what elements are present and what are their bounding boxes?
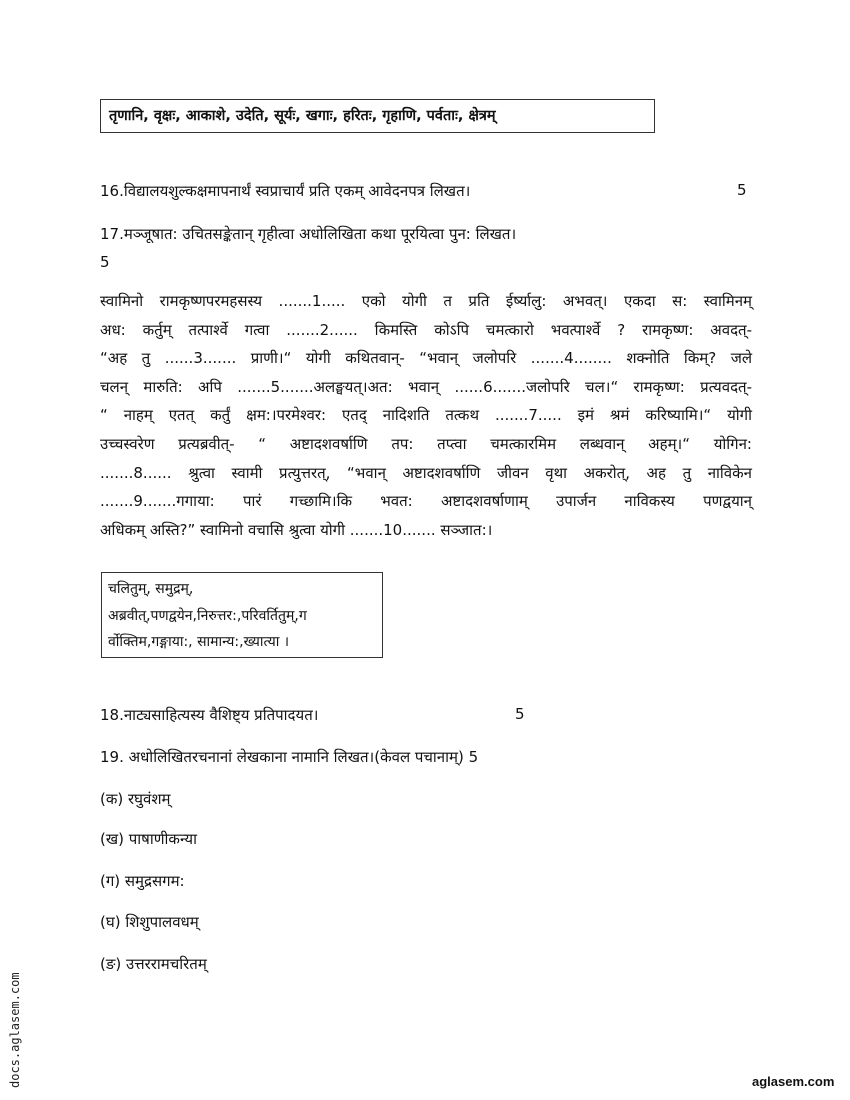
passage-line: .......8...... श्रुत्वा स्वामी प्रत्युत्तरत्, “भवान् अष्टादशवर्षाणि जीवन वृथा अकरोत्, अह तु नाविकेन <box>100 463 752 482</box>
option-nga: (ङ) उत्तररामचरितम् <box>100 955 207 973</box>
passage-line: .......9.......गगाया: पारं गच्छामि।कि भवत: अष्टादशवर्षाणाम् उपार्जन नाविकस्य पणद्वयान् <box>100 492 752 511</box>
question-17-marks: 5 <box>100 253 110 271</box>
story-passage <box>100 287 752 544</box>
hint-word-line: चलितुम्, समुद्रम्, <box>108 581 194 597</box>
question-18-marks: 5 <box>515 705 525 723</box>
question-16-marks: 5 <box>737 181 747 199</box>
question-16: 16.विद्यालयशुल्कक्षमापनार्थं स्वप्राचार्यं प्रति एकम् आवेदनपत्र लिखत। <box>100 182 471 200</box>
passage-line: चलन् मारुति: अपि .......5.......अलङ्घयत्।अत: भवान् ......6.......जलोपरि चल।“ रामकृष्ण: प्रत्यवदत्- <box>100 377 752 396</box>
hint-word-box <box>101 572 383 658</box>
hint-word-line: र्वोक्तिम,गङ्गाया:, सामान्य:,ख्यात्या । <box>108 634 290 650</box>
passage-line: अध: कर्तुम् तत्पार्श्वे गत्वा .......2...... किमस्ति कोऽपि चमत्कारो भवत्पार्श्वे ? रामकृष्ण: अवदत्- <box>100 320 752 339</box>
option-ga: (ग) समुद्रसगम: <box>100 872 185 890</box>
side-watermark: docs.aglasem.com <box>8 972 22 1088</box>
corner-watermark: aglasem.com <box>752 1074 835 1089</box>
question-19: 19. अधोलिखितरचनानां लेखकाना नामानि लिखत।(केवल पचानाम्) 5 <box>100 748 479 766</box>
option-kha: (ख) पाषाणीकन्या <box>100 830 197 848</box>
passage-line: अधिकम् अस्ति?” स्वामिनो वचासि श्रुत्वा योगी .......10....... सञ्जात:। <box>100 520 493 539</box>
passage-line: स्वामिनो रामकृष्णपरमहसस्य .......1..... एको योगी त प्रति ईर्ष्यालु: अभवत्। एकदा स: स्वामिनम् <box>100 292 752 310</box>
passage-line: “अह तु ......3....... प्राणी।“ योगी कथितवान्- “भवान् जलोपरि .......4........ शक्नोति किम्? जले <box>100 349 752 368</box>
word-list-box: तृणानि, वृक्षः, आकाशे, उदेति, सूर्यः, खगाः, हरितः, गृहाणि, पर्वताः, क्षेत्रम् <box>100 99 655 133</box>
option-ka: (क) रघुवंशम् <box>100 790 171 808</box>
question-18: 18.नाट्यसाहित्यस्य वैशिष्ट्य प्रतिपादयत। <box>100 706 319 724</box>
passage-line: उच्चस्वरेण प्रत्यब्रवीत्- “ अष्टादशवर्षाणि तप: तप्त्वा चमत्कारमिम लब्धवान् अहम्।“ योगिन: <box>100 434 752 453</box>
passage-line: “ नाहम् एतत् कर्तुं क्षम:।परमेश्वर: एतद् नादिशति तत्कथ .......7..... इमं श्रमं करिष्यामि।“ योगी <box>100 406 752 425</box>
hint-word-line: अब्रवीत्,पणद्वयेन,निरुत्तर:,परिवर्तितुम्,ग <box>108 607 307 624</box>
option-gha: (घ) शिशुपालवधम् <box>100 913 199 931</box>
question-17: 17.मञ्जूषात: उचितसङ्केतान् गृहीत्वा अधोलिखिता कथा पूरयित्वा पुन: लिखत। <box>100 225 517 243</box>
